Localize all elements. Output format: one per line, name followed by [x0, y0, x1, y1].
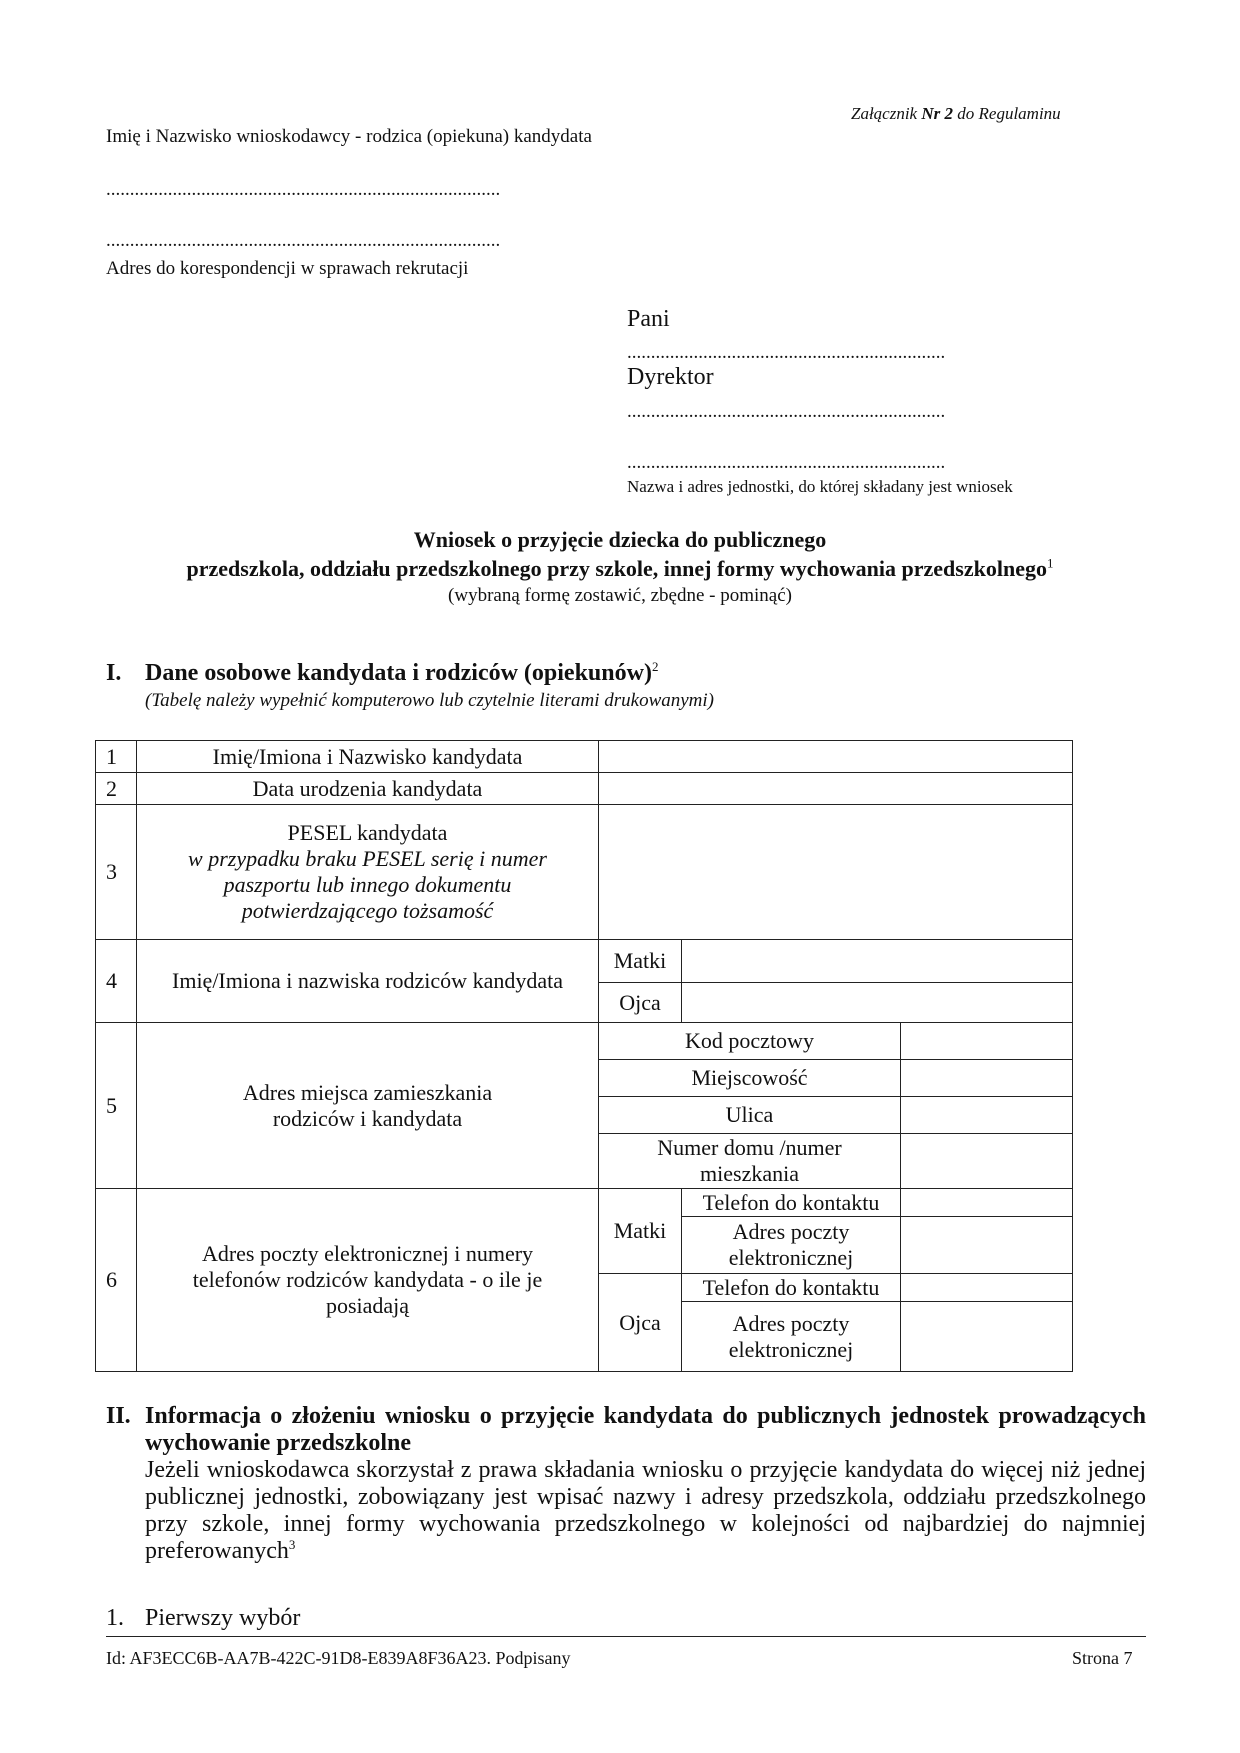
first-choice-number: 1.	[106, 1605, 124, 1631]
postal-code-label: Kod pocztowy	[599, 1023, 901, 1060]
table-row	[96, 940, 1073, 983]
applicant-name-label: Imię i Nazwisko wnioskodawcy - rodzica (opiekuna) kandydata	[106, 126, 592, 147]
pesel-input[interactable]	[599, 805, 1073, 940]
candidate-name-label: Imię/Imiona i Nazwisko kandydata	[137, 741, 599, 773]
city-input[interactable]	[901, 1060, 1073, 1097]
section2-number: II.	[106, 1403, 131, 1429]
addressee-name-field[interactable]: ...................................................................	[627, 343, 946, 363]
table-row	[96, 741, 1073, 773]
contact-father-label: Ojca	[599, 1274, 682, 1372]
section2	[106, 1403, 1146, 1565]
table-row	[96, 1023, 1073, 1060]
addressee-unit-label: Nazwa i adres jednostki, do której składany jest wniosek	[627, 477, 1013, 496]
candidate-data-table	[95, 740, 1073, 1372]
father-phone-label: Telefon do kontaktu	[682, 1274, 901, 1302]
mother-phone-label: Telefon do kontaktu	[682, 1189, 901, 1217]
pesel-label-main: PESEL kandydata	[287, 820, 448, 845]
row-number: 5	[96, 1023, 137, 1189]
street-input[interactable]	[901, 1097, 1073, 1134]
row-number: 2	[96, 773, 137, 805]
first-choice-label: Pierwszy wybór	[145, 1605, 301, 1631]
form-title-note: (wybraną formę zostawić, zbędne - pominąć)	[448, 585, 792, 606]
annex-note: Załącznik Nr 2 do Regulaminu	[851, 104, 1061, 123]
contact-mother-label: Matki	[599, 1189, 682, 1274]
candidate-name-input[interactable]	[599, 741, 1073, 773]
footnote-ref-3: 3	[288, 1537, 296, 1552]
address-label: Adres miejsca zamieszkania rodziców i kandydata	[137, 1023, 599, 1189]
birth-date-input[interactable]	[599, 773, 1073, 805]
father-label: Ojca	[599, 983, 682, 1023]
section2-paragraph: Jeżeli wnioskodawca skorzystał z prawa składania wniosku o przyjęcie kandydata do więcej niż jednej publicznej jednostki, zobowiązany jest wpisać nazwy i adresy przedszkola, oddziału przedszkolnego przy szkole, innej formy wychowania przedszkolnego w kolejności od najbardziej do najmniej preferowanych$^3$	[145, 1457, 1146, 1564]
mother-phone-input[interactable]	[901, 1189, 1073, 1217]
addressee-unit-field-2[interactable]: ...................................................................	[627, 453, 946, 473]
pesel-label-note: w przypadku braku PESEL serię i numer paszportu lub innego dokumentu potwierdzającego tożsamość	[188, 846, 547, 923]
row-number: 1	[96, 741, 137, 773]
father-name-input[interactable]	[682, 983, 1073, 1023]
mother-label: Matki	[599, 940, 682, 983]
row-number: 6	[96, 1189, 137, 1372]
section1-number: I.	[106, 660, 122, 686]
contact-label: Adres poczty elektronicznej i numery telefonów rodziców kandydata - o ile je posiadają	[137, 1189, 599, 1372]
addressee-dyrektor: Dyrektor	[627, 364, 714, 390]
father-email-input[interactable]	[901, 1302, 1073, 1372]
mother-name-input[interactable]	[682, 940, 1073, 983]
section1-heading: Dane osobowe kandydata i rodziców (opiekunów)$^2$	[145, 659, 659, 686]
birth-date-label: Data urodzenia kandydata	[137, 773, 599, 805]
row-number: 3	[96, 805, 137, 940]
addressee-pani: Pani	[627, 306, 670, 332]
mother-email-label: Adres poczty elektronicznej	[682, 1217, 901, 1274]
document-id: Id: AF3ECC6B-AA7B-422C-91D8-E839A8F36A23. Podpisany	[106, 1648, 571, 1668]
footer-divider	[106, 1636, 1146, 1637]
postal-code-input[interactable]	[901, 1023, 1073, 1060]
form-title-line2: przedszkola, oddziału przedszkolnego przy szkole, innej formy wychowania przedszkolnego$^1$	[186, 555, 1054, 581]
father-email-label: Adres poczty elektronicznej	[682, 1302, 901, 1372]
table-row	[96, 805, 1073, 940]
parents-names-label: Imię/Imiona i nazwiska rodziców kandydata	[137, 940, 599, 1023]
form-title-line1: Wniosek o przyjęcie dziecka do publicznego	[413, 527, 827, 552]
mother-email-input[interactable]	[901, 1217, 1073, 1274]
house-number-label: Numer domu /numer mieszkania	[599, 1134, 901, 1189]
applicant-address-field[interactable]: ...................................................................................	[106, 231, 501, 251]
table-row	[96, 773, 1073, 805]
section1-instruction: (Tabelę należy wypełnić komputerowo lub czytelnie literami drukowanymi)	[145, 690, 715, 711]
row-number: 4	[96, 940, 137, 1023]
applicant-address-label: Adres do korespondencji w sprawach rekrutacji	[106, 258, 469, 279]
father-phone-input[interactable]	[901, 1274, 1073, 1302]
annex-number: Nr 2	[921, 104, 954, 123]
table-row	[96, 1189, 1073, 1217]
page-number: Strona 7	[1072, 1648, 1133, 1668]
street-label: Ulica	[599, 1097, 901, 1134]
applicant-name-field[interactable]: ...................................................................................	[106, 180, 501, 200]
city-label: Miejscowość	[599, 1060, 901, 1097]
footnote-ref-2: 2	[651, 659, 659, 674]
house-number-input[interactable]	[901, 1134, 1073, 1189]
addressee-unit-field-1[interactable]: ...................................................................	[627, 402, 946, 422]
section2-heading: Informacja o złożeniu wniosku o przyjęcie kandydata do publicznych jednostek prowadzących wychowanie przedszkolne	[145, 1403, 1146, 1456]
pesel-label	[137, 805, 599, 940]
footnote-ref-1: 1	[1046, 555, 1054, 571]
